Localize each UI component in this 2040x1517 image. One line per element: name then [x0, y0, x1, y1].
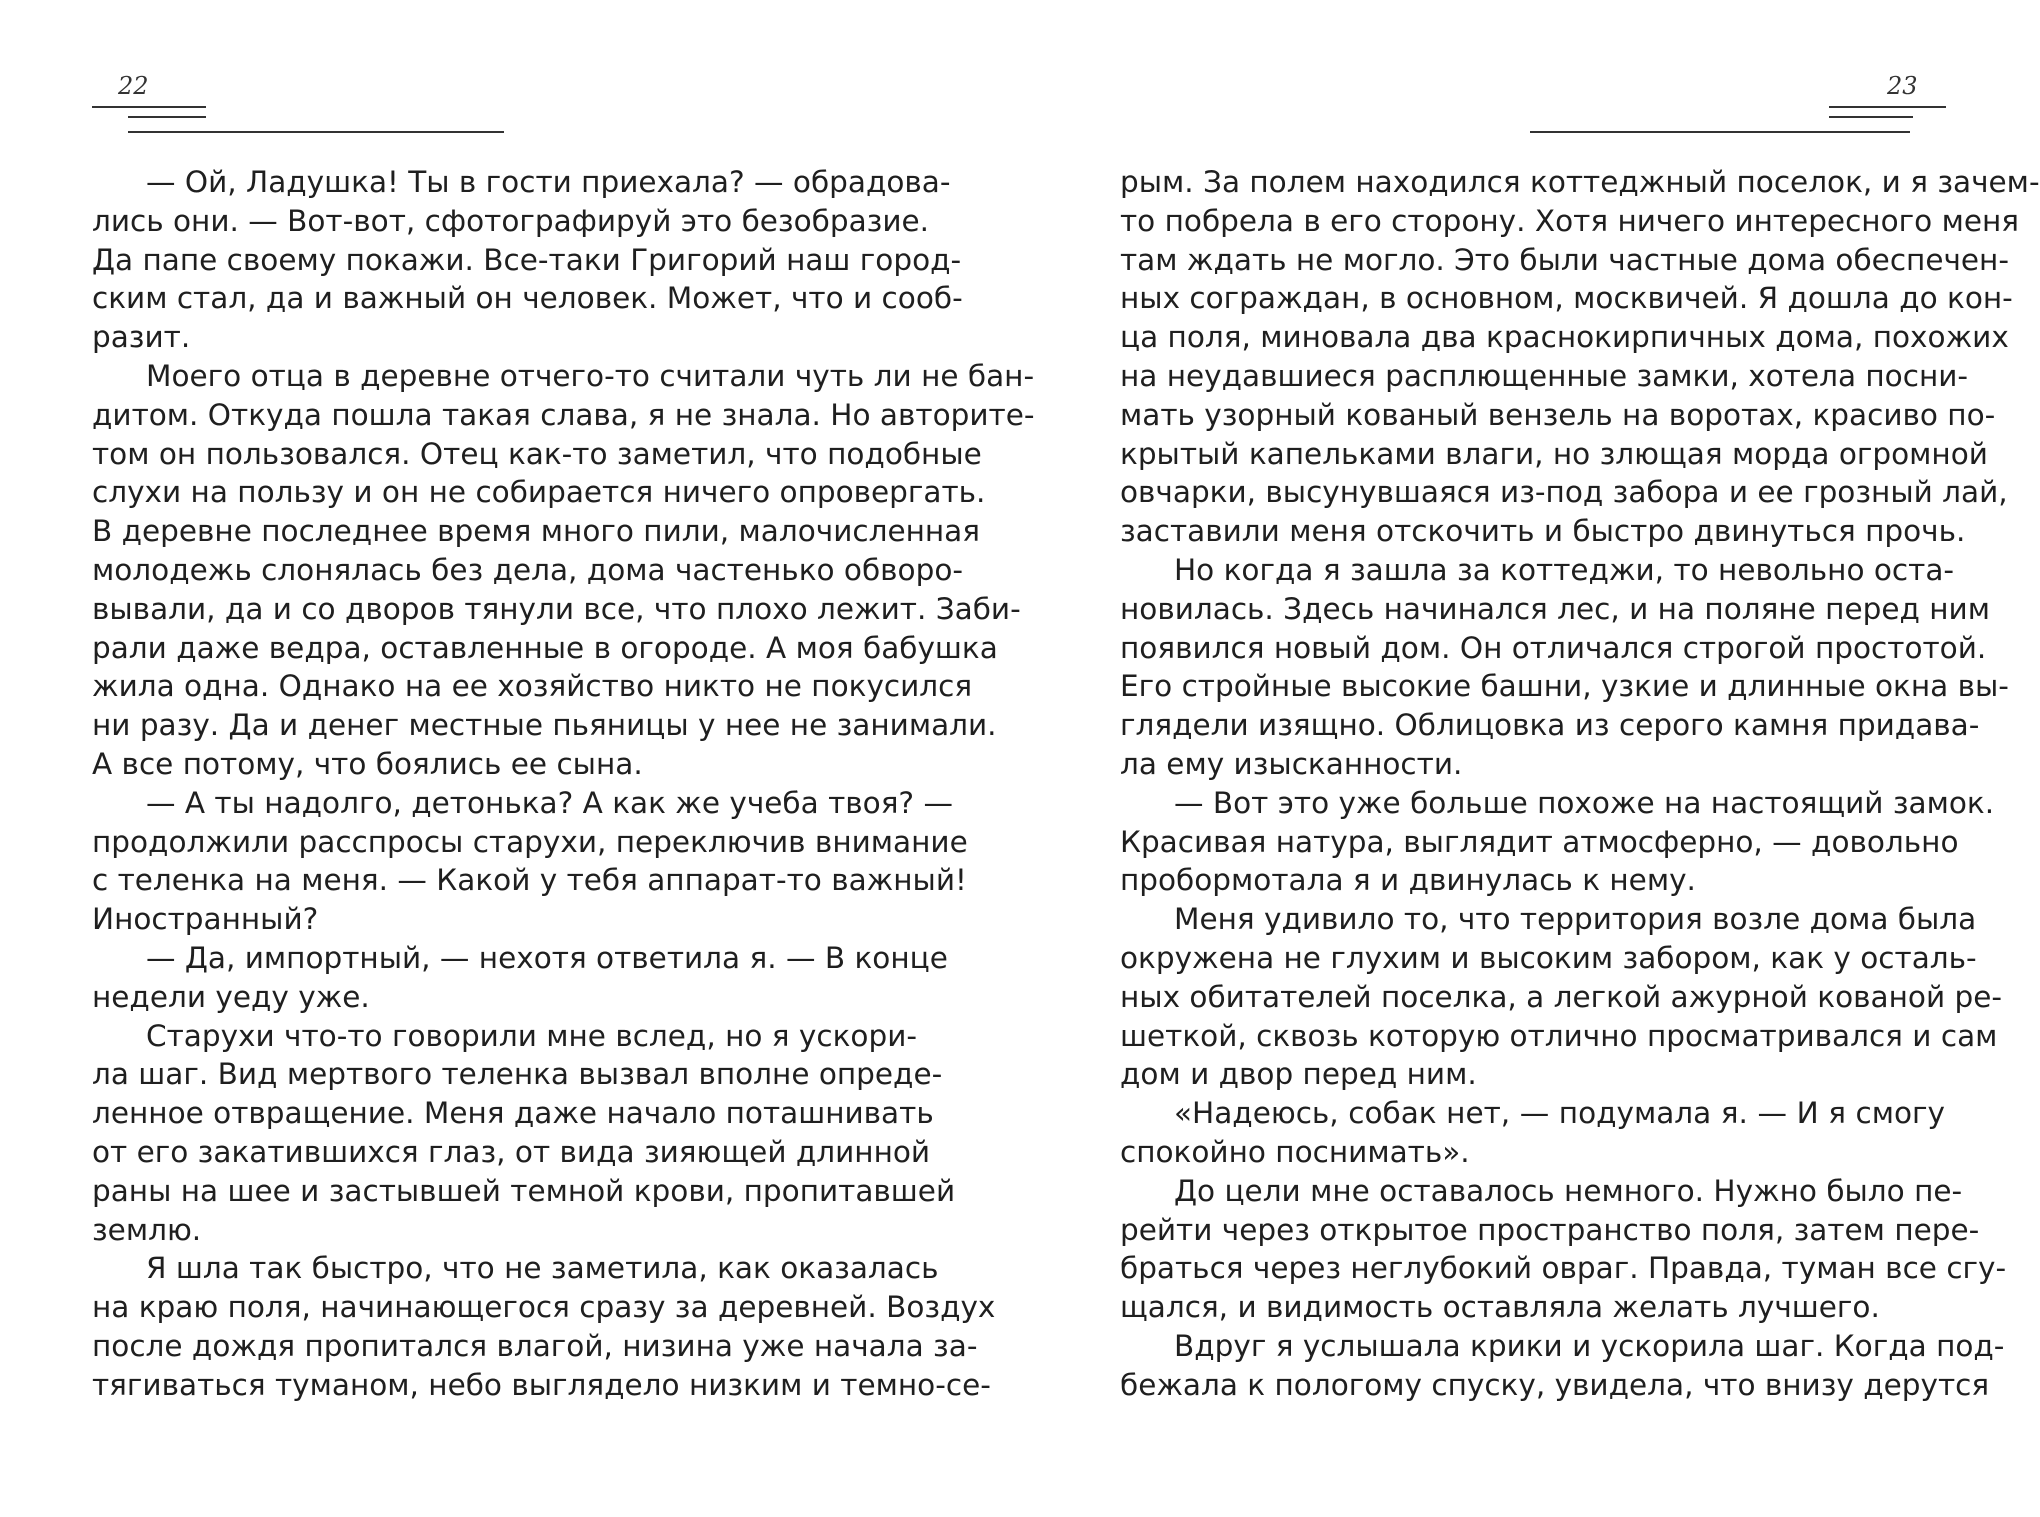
text-line: Иностранный? — [92, 902, 319, 937]
text-line: До цели мне оставалось немного. Нужно было пе- — [1174, 1173, 1963, 1208]
text-line: с теленка на меня. — Какой у тебя аппарат-то важный! — [92, 863, 967, 898]
text-line: рали даже ведра, оставленные в огороде. А моя бабушка — [92, 630, 998, 665]
text-line: ла ему изысканности. — [1120, 746, 1463, 781]
text-line: глядели изящно. Облицовка из серого камня придава- — [1120, 708, 1980, 743]
text-line: В деревне последнее время много пили, малочисленная — [92, 514, 981, 549]
text-line: ца поля, миновала два краснокирпичных дома, похожих — [1120, 320, 2009, 355]
text-line: — Да, импортный, — нехотя ответила я. — В конце — [146, 940, 948, 975]
text-line: — Вот это уже больше похоже на настоящий замок. — [1174, 785, 1995, 820]
text-line: лись они. — Вот-вот, сфотографируй это безобразие. — [92, 203, 930, 238]
header-rule-short-bottom — [128, 116, 206, 118]
text-line: ла шаг. Вид мертвого теленка вызвал вполне опреде- — [92, 1057, 943, 1092]
text-line: Его стройные высокие башни, узкие и длинные окна вы- — [1120, 669, 2009, 704]
text-line: «Надеюсь, собак нет, — подумала я. — И я смогу — [1174, 1096, 1945, 1131]
text-line: тягиваться туманом, небо выглядело низким и темно-се- — [92, 1367, 991, 1402]
text-line: А все потому, что боялись ее сына. — [92, 746, 643, 781]
text-line: дитом. Откуда пошла такая слава, я не знала. Но авторите- — [92, 397, 1035, 432]
text-line: ленное отвращение. Меня даже начало поташнивать — [92, 1096, 934, 1131]
text-line: рым. За полем находился коттеджный поселок, и я зачем- — [1120, 165, 2040, 199]
text-line: слухи на пользу и он не собирается ничего опровергать. — [92, 475, 986, 510]
text-line: бежала к пологому спуску, увидела, что внизу дерутся — [1120, 1367, 1990, 1402]
text-line: дом и двор перед ним. — [1120, 1057, 1477, 1092]
text-line: ных сограждан, в основном, москвичей. Я дошла до кон- — [1120, 281, 2013, 316]
text-line: пробормотала я и двинулась к нему. — [1120, 863, 1696, 898]
header-rule-short-top — [92, 106, 206, 108]
right-page-text — [1120, 163, 2040, 1405]
header-rule-short-top — [1829, 106, 1946, 108]
text-line: молодежь слонялась без дела, дома частенько обворо- — [92, 552, 964, 587]
header-rule-long — [1530, 131, 1910, 133]
text-line: ни разу. Да и денег местные пьяницы у нее не занимали. — [92, 708, 997, 743]
text-line: браться через неглубокий овраг. Правда, туман все сгу- — [1120, 1251, 2007, 1286]
text-line: после дождя пропитался влагой, низина уже начала за- — [92, 1328, 978, 1363]
text-line: заставили меня отскочить и быстро двинуться прочь. — [1120, 514, 1966, 549]
text-line: мать узорный кованый вензель на воротах, красиво по- — [1120, 397, 1996, 432]
text-line: щался, и видимость оставляла желать лучшего. — [1120, 1290, 1880, 1325]
text-line: жила одна. Однако на ее хозяйство никто не покусился — [92, 669, 973, 704]
text-line: там ждать не могло. Это были частные дома обеспечен- — [1120, 242, 2009, 277]
text-line: то побрела в его сторону. Хотя ничего интересного меня — [1120, 203, 2020, 238]
text-line: Вдруг я услышала крики и ускорила шаг. Когда под- — [1174, 1328, 2005, 1363]
header-rule-long — [128, 131, 504, 133]
text-line: Старухи что-то говорили мне вслед, но я ускори- — [146, 1018, 918, 1053]
text-line: землю. — [92, 1212, 202, 1247]
text-line: окружена не глухим и высоким забором, как у осталь- — [1120, 940, 1977, 975]
text-line: Но когда я зашла за коттеджи, то невольно оста- — [1174, 552, 1955, 587]
page-number: 23 — [1887, 72, 1918, 100]
header-rule-short-bottom — [1829, 116, 1913, 118]
text-line: на краю поля, начинающегося сразу за деревней. Воздух — [92, 1290, 996, 1325]
text-line: шеткой, сквозь которую отлично просматривался и сам — [1120, 1018, 1998, 1053]
text-line: вывали, да и со дворов тянули все, что плохо лежит. Заби- — [92, 591, 1021, 626]
text-line: — Ой, Ладушка! Ты в гости приехала? — обрадова- — [146, 165, 951, 199]
text-line: продолжили расспросы старухи, переключив внимание — [92, 824, 968, 859]
text-line: Моего отца в деревне отчего-то считали чуть ли не бан- — [146, 358, 1035, 393]
page-number: 22 — [118, 72, 149, 100]
text-line: новилась. Здесь начинался лес, и на поляне перед ним — [1120, 591, 1990, 626]
text-line: появился новый дом. Он отличался строгой простотой. — [1120, 630, 1987, 665]
left-page-text — [92, 163, 1035, 1405]
text-line: — А ты надолго, детонька? А как же учеба твоя? — — [146, 785, 953, 820]
text-line: недели уеду уже. — [92, 979, 370, 1014]
text-line: разит. — [92, 320, 191, 355]
text-line: от его закатившихся глаз, от вида зияющей длинной — [92, 1134, 931, 1169]
text-line: на неудавшиеся расплющенные замки, хотела посни- — [1120, 358, 1969, 393]
text-line: Красивая натура, выглядит атмосферно, — довольно — [1120, 824, 1959, 859]
text-line: рейти через открытое пространство поля, затем пере- — [1120, 1212, 1980, 1247]
text-line: Я шла так быстро, что не заметила, как оказалась — [146, 1251, 939, 1286]
right-page — [1000, 0, 2040, 1517]
text-line: раны на шее и застывшей темной крови, пропитавшей — [92, 1173, 956, 1208]
text-line: ных обитателей поселка, а легкой ажурной кованой ре- — [1120, 979, 2003, 1014]
text-line: овчарки, высунувшаяся из-под забора и ее грозный лай, — [1120, 475, 2008, 510]
text-line: Да папе своему покажи. Все-таки Григорий наш город- — [92, 242, 962, 277]
text-line: крытый капельками влаги, но злющая морда огромной — [1120, 436, 1988, 471]
text-line: том он пользовался. Отец как-то заметил, что подобные — [92, 436, 982, 471]
text-line: ским стал, да и важный он человек. Может, что и сооб- — [92, 281, 963, 316]
text-line: Меня удивило то, что территория возле дома была — [1174, 902, 1977, 937]
text-line: спокойно поснимать». — [1120, 1134, 1470, 1169]
